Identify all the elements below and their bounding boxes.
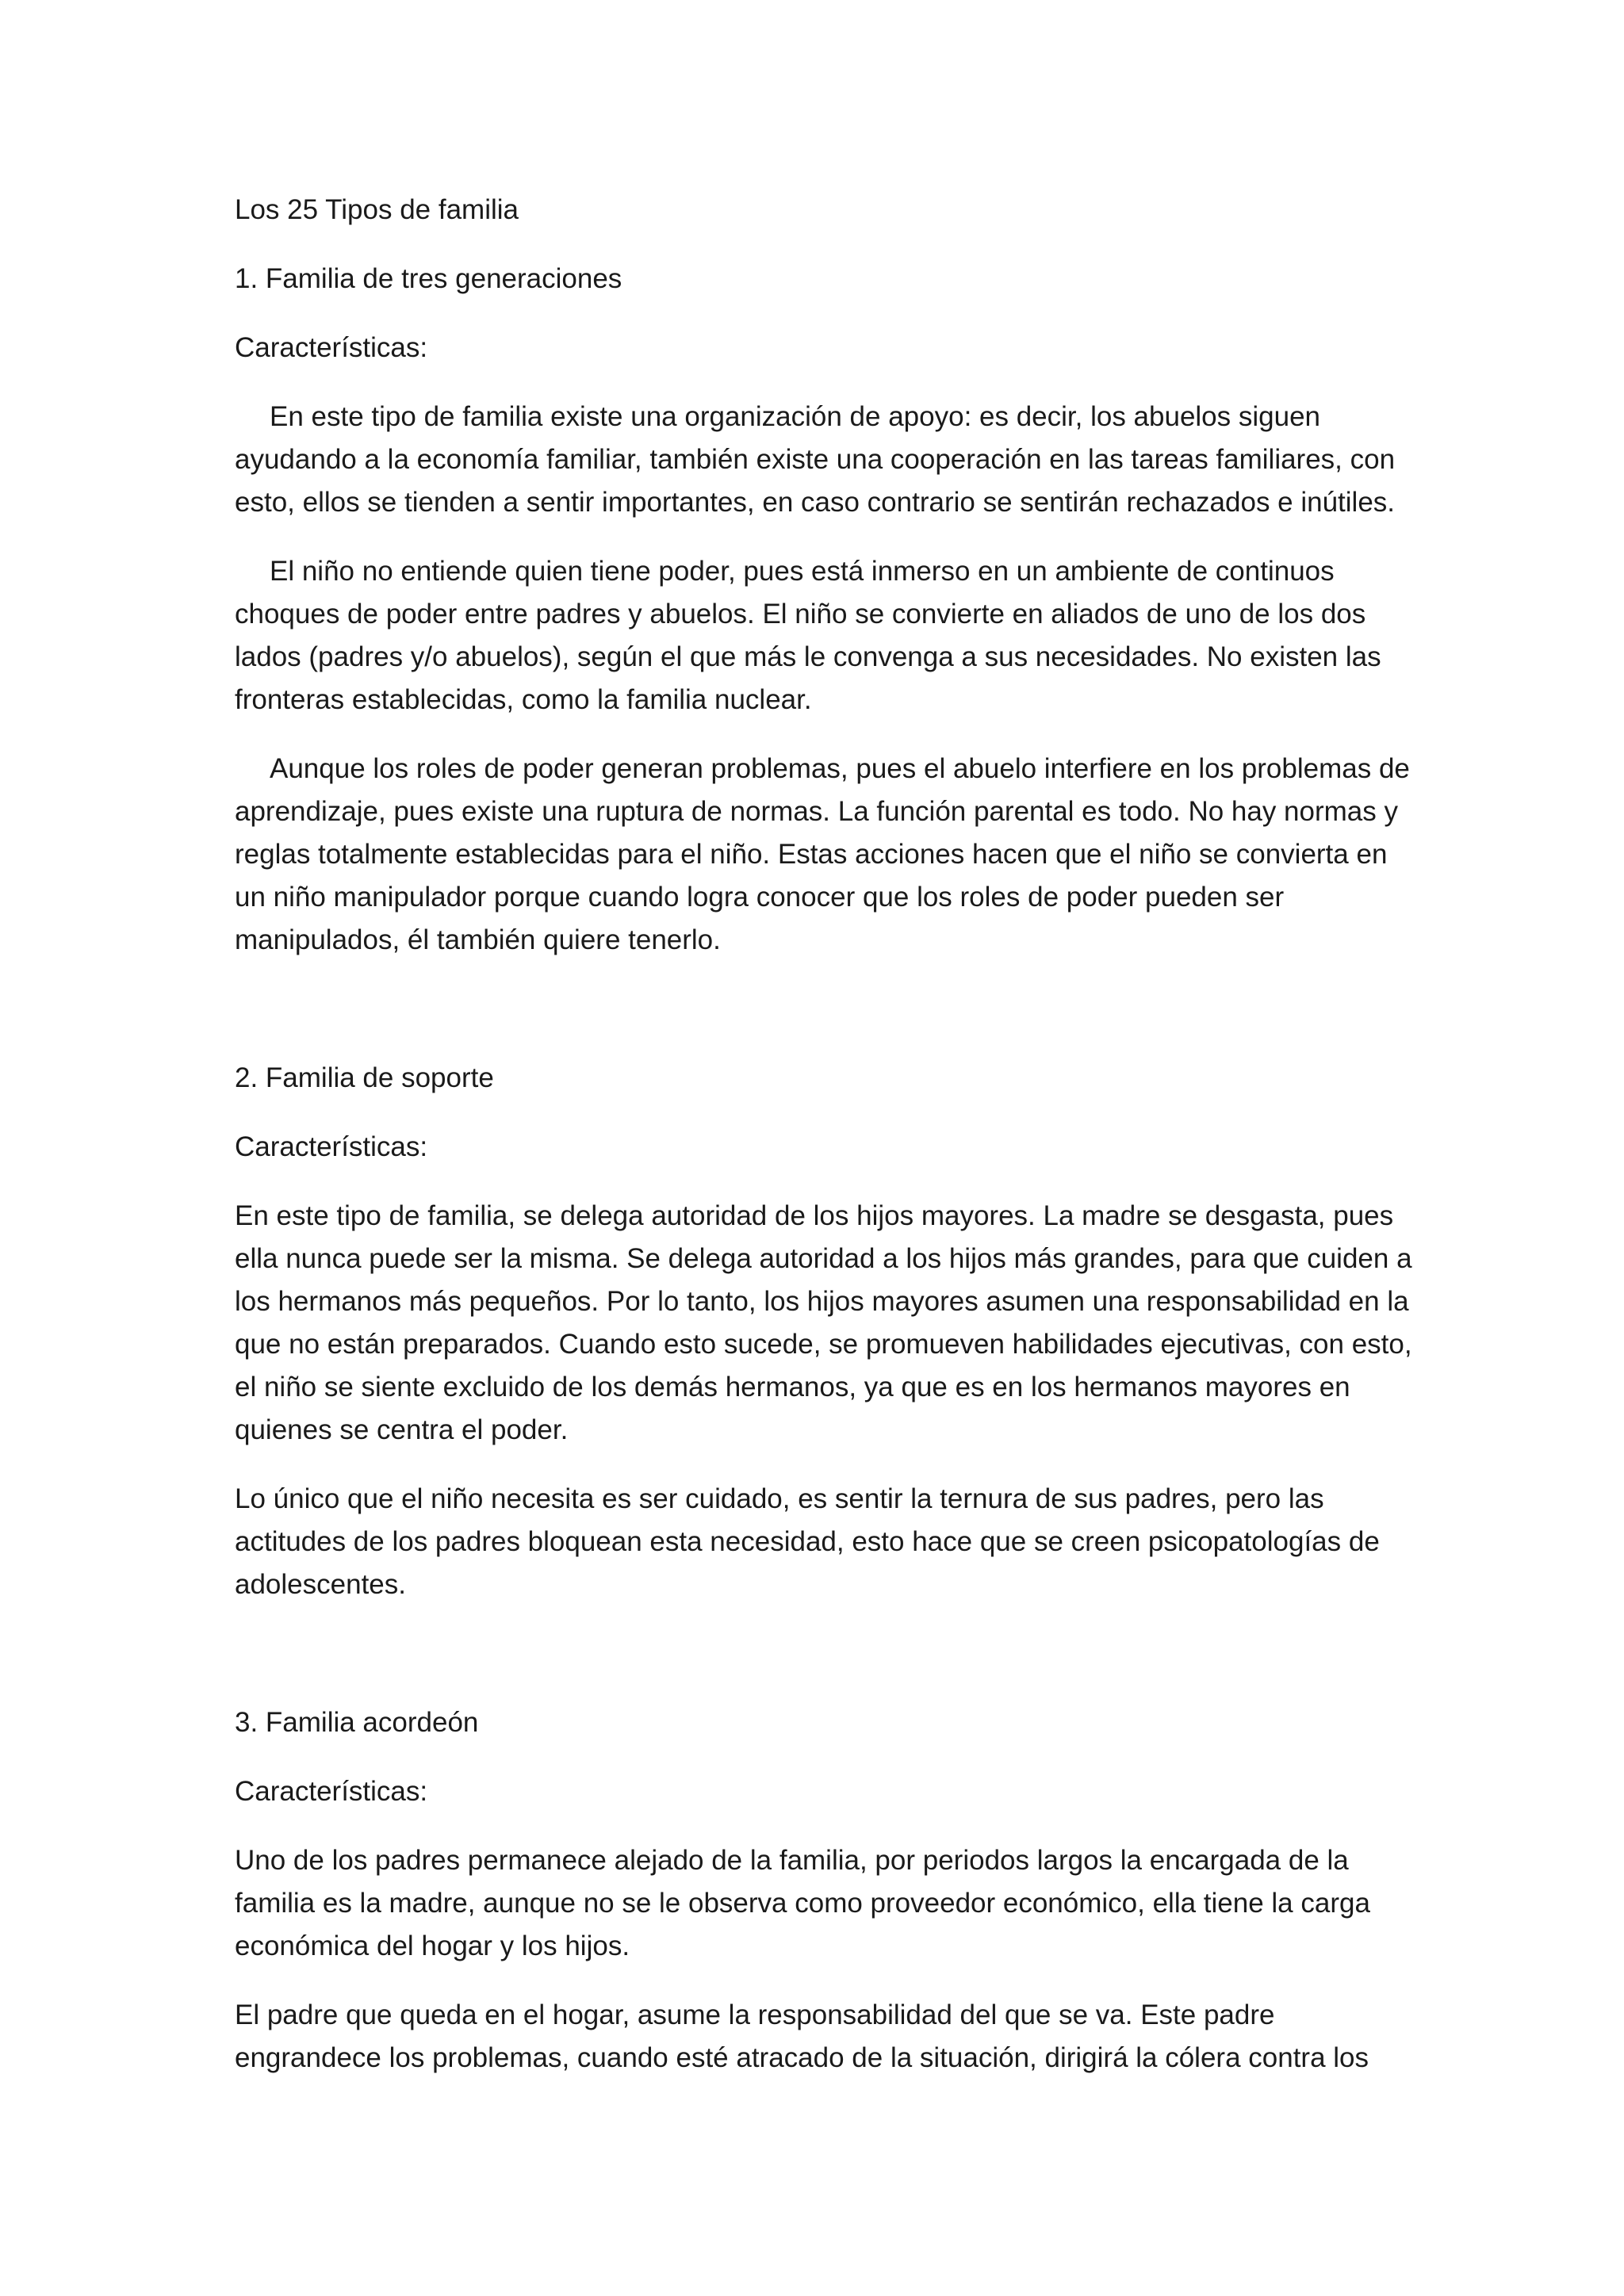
paragraph: En este tipo de familia existe una organización de apoyo: es decir, los abuelos siguen ayudando a la economía familiar, también existe una cooperación en las tareas familiares, con esto, ellos se tienden a sentir importantes, en caso contrario se sentirán rechazados e inútiles. (235, 401, 1396, 518)
section-heading: 1. Familia de tres generaciones (235, 263, 622, 294)
paragraph: El padre que queda en el hogar, asume la responsabilidad del que se va. Este padre engrandece los problemas, cuando esté atracado de la situación, dirigirá la cólera contra los (235, 1999, 1369, 2073)
section-1 (235, 258, 1424, 962)
section-heading: 3. Familia acordeón (235, 1707, 479, 1738)
paragraph: En este tipo de familia, se delega autoridad de los hijos mayores. La madre se desgasta, pues ella nunca puede ser la misma. Se delega autoridad a los hijos más grandes, para que cuiden a los hermanos más pequeños. Por lo tanto, los hijos mayores asumen una responsabilidad en la que no están preparados. Cuando esto sucede, se promueven habilidades ejecutivas, con esto, el niño se siente excluido de los demás hermanos, ya que es en los hermanos mayores en quienes se centra el poder. (235, 1200, 1412, 1445)
section-label: Características: (235, 1776, 428, 1807)
document-title: Los 25 Tipos de familia (235, 194, 519, 225)
paragraph: Lo único que el niño necesita es ser cuidado, es sentir la ternura de sus padres, pero las actitudes de los padres bloquean esta necesidad, esto hace que se creen psicopatologías de adolescentes. (235, 1483, 1380, 1600)
section-heading: 2. Familia de soporte (235, 1062, 494, 1093)
section-3 (235, 1701, 1424, 2080)
section-2 (235, 1057, 1424, 1606)
section-label: Características: (235, 1131, 428, 1162)
section-spacer (235, 1632, 1424, 1701)
paragraph: El niño no entiende quien tiene poder, pues está inmerso en un ambiente de continuos choques de poder entre padres y abuelos. El niño se convierte en aliados de uno de los dos lados (padres y/o abuelos), según el que más le convenga a sus necesidades. No existen las fronteras establecidas, como la familia nuclear. (235, 556, 1381, 715)
paragraph: Uno de los padres permanece alejado de la familia, por periodos largos la encargada de la familia es la madre, aunque no se le observa como proveedor económico, ella tiene la carga económica del hogar y los hijos. (235, 1845, 1370, 1961)
document-page (235, 189, 1424, 2106)
section-label: Características: (235, 332, 428, 363)
paragraph: Aunque los roles de poder generan problemas, pues el abuelo interfiere en los problemas de aprendizaje, pues existe una ruptura de normas. La función parental es todo. No hay normas y reglas totalmente establecidas para el niño. Estas acciones hacen que el niño se convierta en un niño manipulador porque cuando logra conocer que los roles de poder pueden ser manipulados, él también quiere tenerlo. (235, 753, 1410, 955)
section-spacer (235, 988, 1424, 1057)
